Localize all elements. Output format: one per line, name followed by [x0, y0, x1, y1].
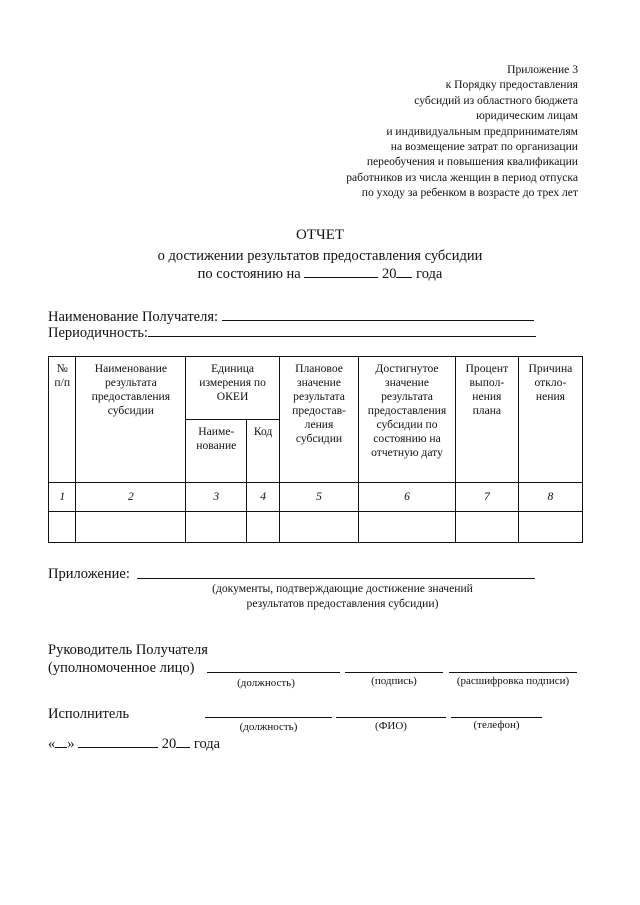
- appendix-header: [248, 62, 578, 201]
- column-number: 3: [186, 483, 247, 512]
- column-number: 2: [76, 483, 186, 512]
- header-percent: Процент выпол-нения плана: [455, 357, 518, 483]
- recipient-label: Наименование Получателя:: [48, 309, 219, 325]
- table-cell[interactable]: [247, 512, 280, 543]
- table-cell[interactable]: [186, 512, 247, 543]
- header-reason: Причина откло-нения: [518, 357, 582, 483]
- column-number: 7: [455, 483, 518, 512]
- date-day-field[interactable]: [55, 735, 67, 748]
- appendix-line: по уходу за ребенком в возрасте до трех лет: [361, 186, 578, 200]
- header-result-name: Наименование результата предоставления субсидии: [76, 357, 186, 483]
- date-open-quote: «: [48, 736, 56, 752]
- table-cell[interactable]: [279, 512, 358, 543]
- head-label-line: Руководитель Получателя: [48, 642, 208, 658]
- executor-position-field[interactable]: [205, 717, 332, 718]
- column-number: 6: [359, 483, 456, 512]
- header-unit: Единица измерения по ОКЕИ: [186, 357, 280, 420]
- table-cell[interactable]: [76, 512, 186, 543]
- column-number: 4: [247, 483, 280, 512]
- results-table: [48, 356, 583, 543]
- attachment-note-line: (документы, подтверждающие достижение значений: [212, 582, 473, 595]
- executor-label: Исполнитель: [48, 706, 130, 722]
- date-suffix: года: [193, 736, 221, 752]
- date-year-prefix: 20: [161, 736, 177, 752]
- report-as-of-line: [0, 265, 640, 283]
- appendix-line: на возмещение затрат по организации: [390, 140, 578, 154]
- appendix-line: к Порядку предоставления: [445, 78, 578, 92]
- recipient-field[interactable]: [222, 308, 534, 321]
- executor-name-field[interactable]: [336, 717, 446, 718]
- table-cell[interactable]: [518, 512, 582, 543]
- table-cell[interactable]: [49, 512, 76, 543]
- executor-phone-caption: (телефон): [473, 719, 520, 731]
- as-of-prefix: по состоянию на: [197, 266, 301, 282]
- table-header-row: [49, 357, 583, 420]
- date-month-field[interactable]: [78, 735, 158, 748]
- head-decoding-field[interactable]: [449, 672, 577, 673]
- as-of-year-field[interactable]: [396, 265, 412, 278]
- periodicity-field[interactable]: [148, 324, 536, 337]
- column-number: 8: [518, 483, 582, 512]
- attachment-note-line: результатов предоставления субсидии): [246, 597, 439, 610]
- as-of-date-field[interactable]: [304, 265, 378, 278]
- signature-date-line: [48, 735, 220, 753]
- periodicity-row: [48, 324, 536, 342]
- appendix-line: субсидий из областного бюджета: [414, 93, 578, 107]
- table-row: [49, 512, 583, 543]
- executor-phone-field[interactable]: [451, 717, 542, 718]
- head-position-field[interactable]: [207, 672, 340, 673]
- appendix-line: Приложение 3: [507, 63, 578, 76]
- column-number: 5: [279, 483, 358, 512]
- head-label: [48, 641, 208, 677]
- header-num: № п/п: [49, 357, 76, 483]
- head-decoding-caption: (расшифровка подписи): [456, 675, 570, 687]
- header-unit-code: Код: [247, 420, 280, 483]
- column-number-row: [49, 483, 583, 512]
- appendix-line: юридическим лицам: [476, 109, 578, 123]
- attachment-note: [150, 581, 535, 611]
- appendix-line: работников из числа женщин в период отпуска: [346, 170, 578, 184]
- column-number: 1: [49, 483, 76, 512]
- executor-position-caption: (должность): [239, 721, 298, 733]
- date-year-field[interactable]: [176, 735, 190, 748]
- header-achieved: Достигнутое значение результата предоставления субсидии по состоянию на отчетную дату: [359, 357, 456, 483]
- date-close-quote: »: [67, 736, 75, 752]
- head-position-caption: (должность): [237, 677, 295, 689]
- periodicity-label: Периодичность:: [48, 325, 148, 341]
- head-signature-field[interactable]: [345, 672, 443, 673]
- executor-name-caption: (ФИО): [375, 720, 407, 732]
- table-cell[interactable]: [455, 512, 518, 543]
- as-of-suffix: года: [416, 266, 443, 282]
- appendix-line: и индивидуальным предпринимателям: [386, 124, 578, 138]
- head-signature-caption: (подпись): [371, 675, 417, 687]
- attachment-label: Приложение:: [48, 566, 130, 582]
- table-cell[interactable]: [359, 512, 456, 543]
- header-unit-name: Наиме-нование: [186, 420, 247, 483]
- attachment-field[interactable]: [137, 578, 535, 579]
- report-title-block: [0, 226, 640, 283]
- header-planned: Плановое значение результата предостав-ления субсидии: [279, 357, 358, 483]
- report-title: ОТЧЕТ: [295, 227, 345, 243]
- as-of-year-prefix: 20: [381, 266, 397, 282]
- appendix-line: переобучения и повышения квалификации: [366, 155, 578, 169]
- head-label-line: (уполномоченное лицо): [48, 660, 195, 676]
- report-subtitle: о достижении результатов предоставления субсидии: [157, 248, 483, 264]
